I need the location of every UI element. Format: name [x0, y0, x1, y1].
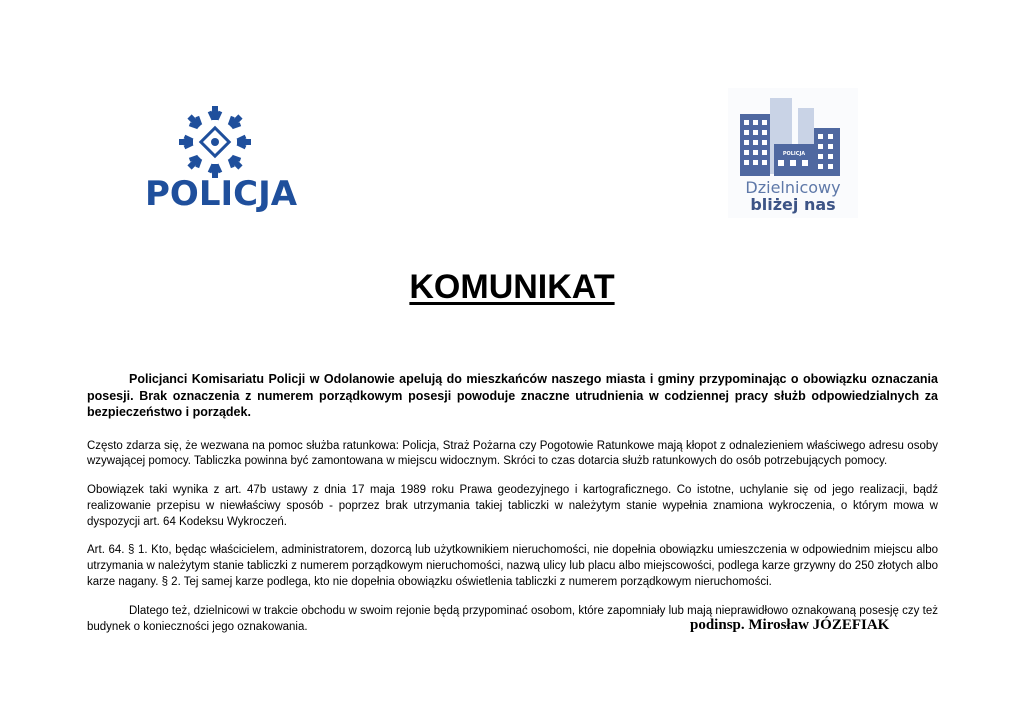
dzielnicowy-text: Dzielnicowy [745, 178, 841, 197]
dzielnicowy-logo [728, 88, 858, 218]
paragraph-legal-basis: Obowiązek taki wynika z art. 47b ustawy z dnia 17 maja 1989 roku Prawa geodezyjnego i kartograficznego. Co istotne, uchylanie się od jego realizacji, bądź realizowanie przepisu w niewłaściwy sposób - poprzez brak utrzymania takiej tabliczki w należytym stanie wypełnia znamiona wykroczenia, o którym mowa w dyspozycji art. 64 Kodeksu Wykroczeń. [87, 484, 938, 528]
document-title: KOMUNIKAT [409, 268, 615, 306]
lead-paragraph: Policjanci Komisariatu Policji w Odolanowie apelują do mieszkańców naszego miasta i gminy przypominając o obowiązku oznaczania posesji. Brak oznaczenia z numerem porządkowym posesji powoduje znaczne utrudnienia w codziennej pracy służb odpowiedzialnych za bezpieczeństwo i porządek. [87, 372, 938, 419]
city-buildings-icon [738, 94, 848, 178]
policja-logo [140, 100, 298, 220]
paragraph-closing: Dlatego też, dzielnicowi w trakcie obchodu w swoim rejonie będą przypominać osobom, które zapomniały lub mają nieprawidłowo oznakowaną posesję czy też budynek o konieczności jego oznakowania. [87, 604, 938, 633]
document-body [87, 371, 938, 648]
paragraph-rescue-services: Często zdarza się, że wezwana na pomoc służba ratunkowa: Policja, Straż Pożarna czy Pogotowie Ratunkowe mają kłopot z odnalezieniem właściwego adresu osoby wzywającej pomocy. Tabliczka powinna być zamontowana w miejscu widocznym. Skróci to czas dotarcia służb ratunkowych do osób potrzebujących pomocy. [87, 439, 938, 468]
signature: podinsp. Mirosław JÓZEFIAK [690, 617, 890, 633]
blizej-nas-text: bliżej nas [750, 195, 836, 214]
policja-logo-text: POLICJA [145, 174, 298, 214]
police-star-icon [168, 104, 262, 184]
building-sign: POLICJA [782, 151, 806, 157]
paragraph-article-64: Art. 64. § 1. Kto, będąc właścicielem, administratorem, dozorcą lub użytkownikiem nieruchomości, nie dopełnia obowiązku umieszczenia w odpowiednim miejscu albo utrzymania w należytym stanie tabliczki z numerem porządkowym nieruchomości, nazwą ulicy lub placu albo miejscowości, podlega karze grzywny do 250 złotych albo karze nagany. § 2. Tej samej karze podlega, kto nie dopełnia obowiązku oświetlenia tabliczki z numerem porządkowym nieruchomości. [87, 544, 938, 589]
